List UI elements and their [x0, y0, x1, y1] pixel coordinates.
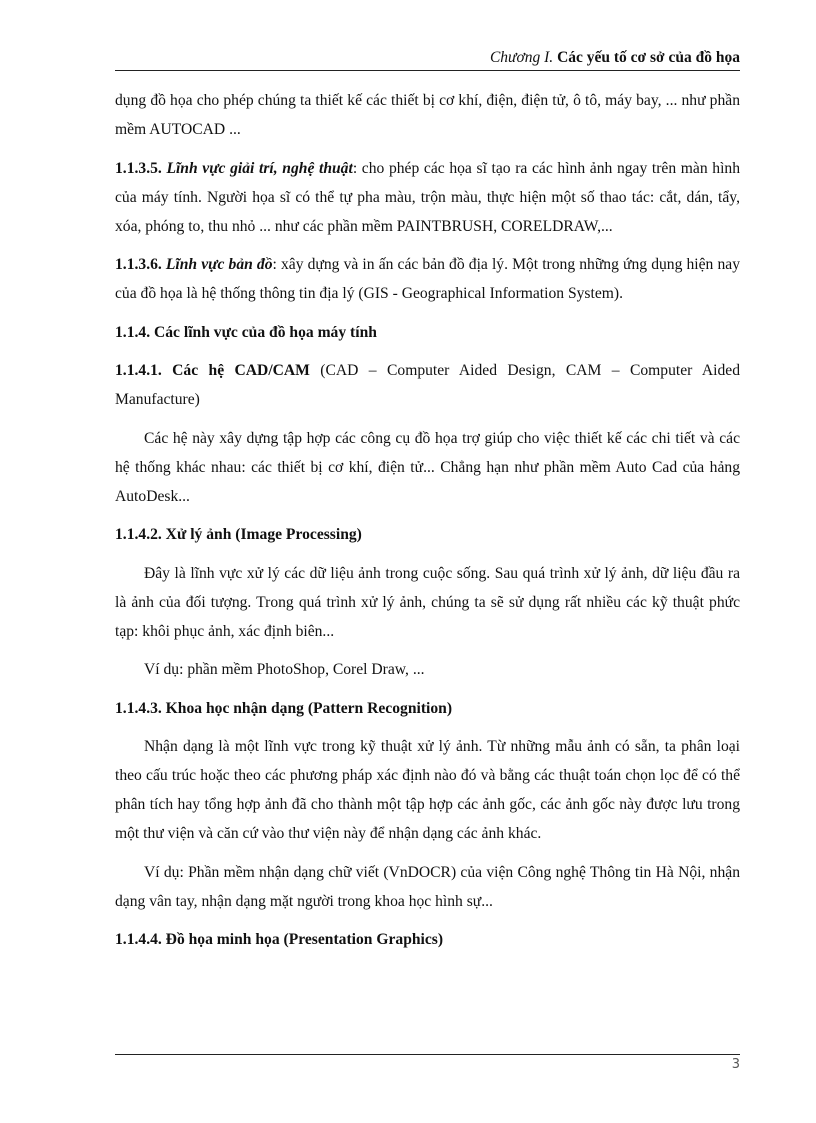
page-number: 3 [731, 1057, 740, 1072]
section-title: Lĩnh vực bản đồ [165, 256, 273, 273]
paragraph: Nhận dạng là một lĩnh vực trong kỹ thuật xử lý ảnh. Từ những mẫu ảnh có sẵn, ta phân loại theo cấu trúc hoặc theo các phương pháp xác định nào đó và bằng các thuật toán chọn lọc để có thể phân tích hay tổng hợp ảnh đã cho thành một tập hợp các ảnh gốc, các ảnh gốc này được lưu trong một thư viện và căn cứ vào thư viện này để nhận dạng các ảnh khác. [115, 738, 740, 842]
paragraph: Ví dụ: Phần mềm nhận dạng chữ viết (VnDOCR) của viện Công nghệ Thông tin Hà Nội, nhận dạng vân tay, nhận dạng mặt người trong khoa học hình sự... [115, 863, 740, 910]
paragraph-maps [115, 250, 740, 308]
paragraph-text: : cho phép các họa sĩ tạo ra các hình ảnh ngay trên màn hình của máy tính. Người họa sĩ có thể tự pha màu, trộn màu, thực hiện một số thao tác: cắt, dán, tẩy, xóa, phóng to, thu nhỏ ... như các phần mềm PAINTBRUSH, CORELDRAW,... [115, 159, 741, 235]
paragraph: Đây là lĩnh vực xử lý các dữ liệu ảnh trong cuộc sống. Sau quá trình xử lý ảnh, dữ liệu đầu ra là ảnh của đối tượng. Trong quá trình xử lý ảnh, chúng ta sẽ sử dụng rất nhiều các kỹ thuật phức tạp: khôi phục ảnh, xác định biên... [115, 564, 740, 640]
section-title: 1.1.4.1. Các hệ CAD/CAM [115, 362, 310, 379]
paragraph-text: (CAD – Computer Aided Design, CAM – Computer Aided Manufacture) [115, 362, 740, 408]
paragraph-cad [115, 356, 740, 414]
section-heading: 1.1.4.4. Đồ họa minh họa (Presentation Graphics) [115, 931, 444, 948]
paragraph: dụng đồ họa cho phép chúng ta thiết kế các thiết bị cơ khí, điện, điện tử, ô tô, máy bay, ... như phần mềm AUTOCAD ... [115, 92, 740, 138]
section-title: Lĩnh vực giải trí, nghệ thuật [166, 159, 353, 177]
section-heading: 1.1.4.3. Khoa học nhận dạng (Pattern Recognition) [115, 699, 453, 717]
section-heading: 1.1.4.2. Xử lý ảnh (Image Processing) [115, 526, 362, 543]
page-body [115, 86, 740, 964]
header-title: Các yếu tố cơ sở của đồ họa [557, 49, 740, 66]
section-number: 1.1.3.6. [115, 256, 162, 273]
running-header [115, 48, 740, 68]
header-rule [115, 70, 740, 71]
paragraph-text: : xây dựng và in ấn các bản đồ địa lý. Một trong những ứng dụng hiện nay của đồ họa là hệ thống thông tin địa lý (GIS - Geographical Information System). [115, 256, 740, 302]
footer-rule [115, 1054, 740, 1055]
paragraph: Các hệ này xây dựng tập hợp các công cụ đồ họa trợ giúp cho việc thiết kế các chi tiết và các hệ thống khác nhau: các thiết bị cơ khí, điện tử... Chẳng hạn như phần mềm Auto Cad của hảng AutoDesk... [115, 429, 740, 505]
section-heading: 1.1.4. Các lĩnh vực của đồ họa máy tính [115, 323, 377, 341]
header-chapter: Chương I. [489, 49, 554, 66]
paragraph: Ví dụ: phần mềm PhotoShop, Corel Draw, ... [144, 661, 425, 678]
paragraph-art [115, 154, 740, 241]
section-number: 1.1.3.5. [115, 159, 162, 177]
